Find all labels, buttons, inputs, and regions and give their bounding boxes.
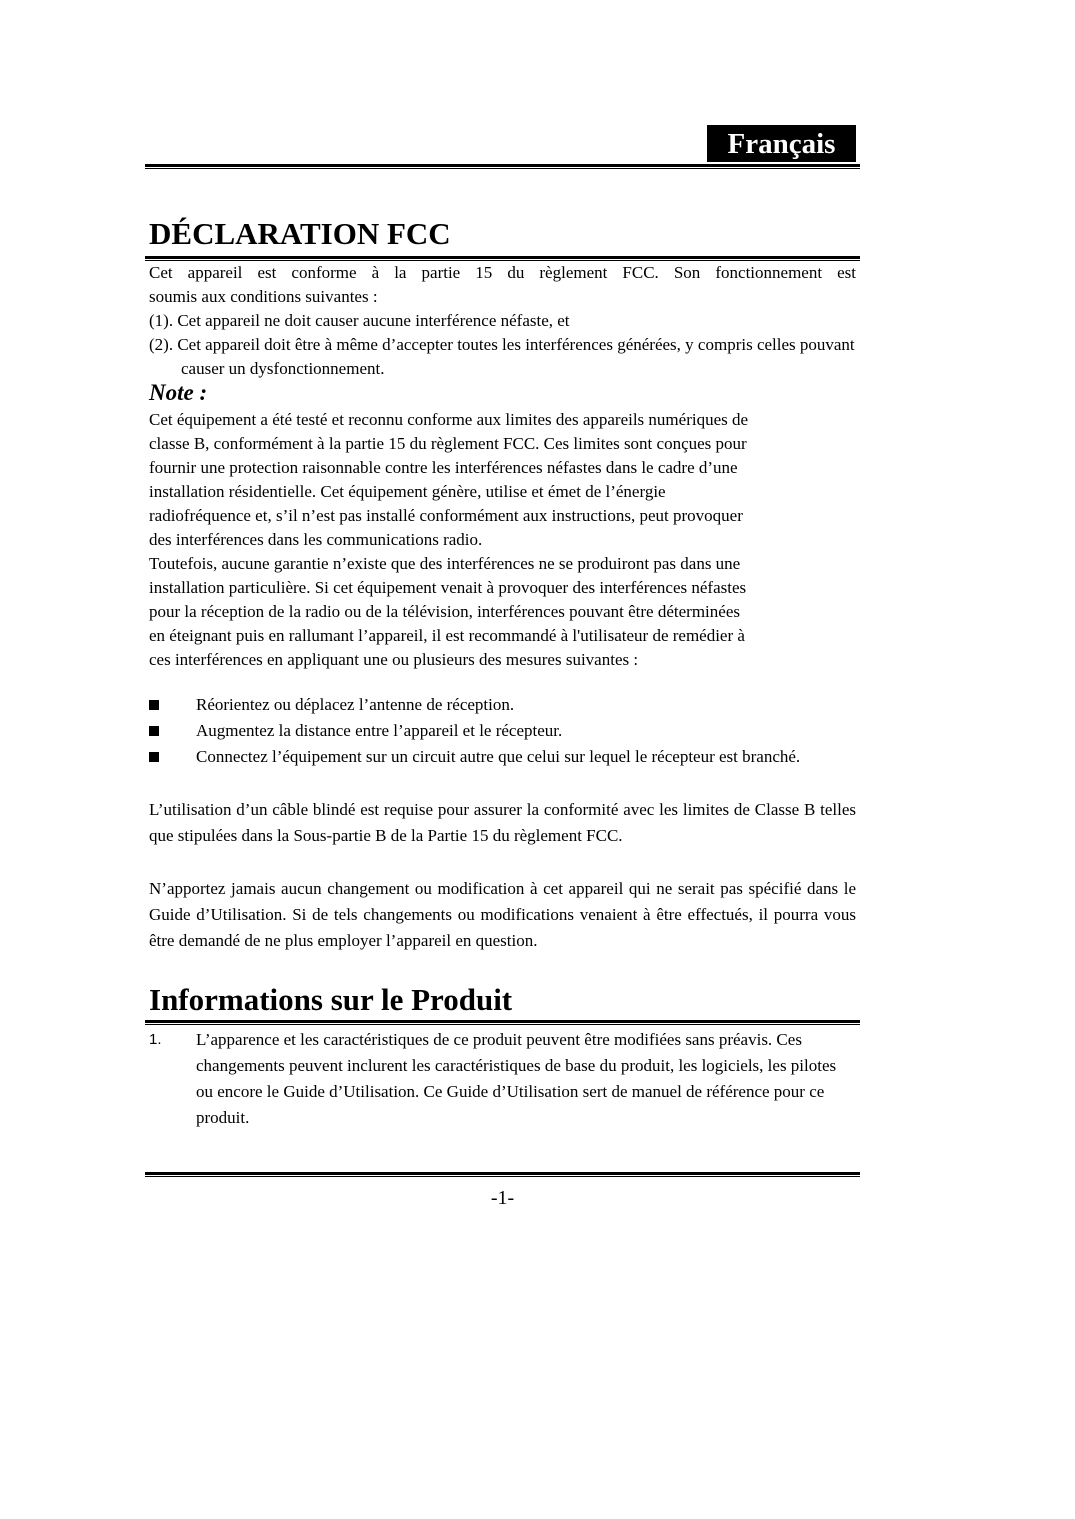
list-item-number: 1.: [149, 1031, 162, 1048]
list-item: [149, 744, 856, 770]
fcc-condition-2: (2). Cet appareil doit être à même d’accepter toutes les interférences générées, y compris celles pouvant causer un dysfonctionnement.: [149, 335, 855, 378]
note-line: des interférences dans les communications radio.: [149, 530, 483, 549]
fcc-title-rule-thick: [145, 256, 860, 259]
header-rule-thick: [145, 164, 860, 167]
product-info-list: [149, 1027, 856, 1131]
note-line: Toutefois, aucune garantie n’existe que des interférences ne se produiront pas dans une: [149, 554, 741, 573]
measure-text: Connectez l’équipement sur un circuit autre que celui sur lequel le récepteur est branché.: [196, 747, 801, 766]
note-line: installation résidentielle. Cet équipement génère, utilise et émet de l’énergie: [149, 482, 666, 501]
fcc-intro: [149, 261, 856, 381]
note-line: Cet équipement a été testé et reconnu conforme aux limites des appareils numériques de: [149, 410, 749, 429]
fcc-intro-line-2: soumis aux conditions suivantes :: [149, 287, 378, 306]
header-rule-thin: [145, 168, 860, 169]
language-badge: Français: [707, 125, 856, 162]
note-line: pour la réception de la radio ou de la télévision, interférences pouvant être déterminées: [149, 602, 740, 621]
footer-rule-thin: [145, 1176, 860, 1177]
square-bullet-icon: [149, 718, 196, 744]
shielded-cable-paragraph: L’utilisation d’un câble blindé est requise pour assurer la conformité avec les limites de Classe B telles que stipulées dans la Sous-partie B de la Partie 15 du règlement FCC.: [149, 800, 856, 845]
product-info-title: Informations sur le Produit: [149, 982, 513, 1017]
square-bullet-icon: [149, 744, 196, 770]
note-line: radiofréquence et, s’il n’est pas installé conformément aux instructions, peut provoquer: [149, 506, 743, 525]
note-line: en éteignant puis en rallumant l’appareil, il est recommandé à l'utilisateur de remédier à: [149, 626, 745, 645]
fcc-intro-line-1: Cet appareil est conforme à la partie 15 du règlement FCC. Son fonctionnement est: [149, 263, 856, 282]
note-label: Note :: [149, 380, 208, 405]
product-title-rule-thick: [145, 1020, 860, 1023]
measure-text: Augmentez la distance entre l’appareil et le récepteur.: [196, 721, 563, 740]
list-item: [149, 692, 856, 718]
modification-warning-paragraph: N’apportez jamais aucun changement ou modification à cet appareil qui ne serait pas spécifié dans le Guide d’Utilisation. Si de tels changements ou modifications venaient à être effectués, il pourra vous être demandé de ne plus employer l’appareil en question.: [149, 879, 856, 950]
measure-text: Réorientez ou déplacez l’antenne de réception.: [196, 695, 515, 714]
fcc-section-title: DÉCLARATION FCC: [149, 216, 451, 251]
note-line: classe B, conformément à la partie 15 du règlement FCC. Ces limites sont conçues pour: [149, 434, 747, 453]
note-line: fournir une protection raisonnable contre les interférences néfastes dans le cadre d’une: [149, 458, 738, 477]
footer-rule-thick: [145, 1172, 860, 1175]
note-body: [149, 408, 856, 672]
fcc-condition-1: (1). Cet appareil ne doit causer aucune interférence néfaste, et: [149, 311, 570, 330]
square-bullet-icon: [149, 692, 196, 718]
list-item: [149, 718, 856, 744]
note-line: installation particulière. Si cet équipement venait à provoquer des interférences néfastes: [149, 578, 747, 597]
measures-list: [149, 692, 856, 770]
list-item: [149, 1027, 856, 1131]
product-title-rule-thin: [145, 1024, 860, 1025]
list-item-text: L’apparence et les caractéristiques de ce produit peuvent être modifiées sans préavis. Ces changements peuvent inclurent les caractéristiques de base du produit, les logiciels, les pilotes ou encore le Guide d’Utilisation. Ce Guide d’Utilisation sert de manuel de référence pour ce produit.: [196, 1030, 837, 1127]
page-number: -1-: [490, 1187, 515, 1209]
note-line: ces interférences en appliquant une ou plusieurs des mesures suivantes :: [149, 650, 639, 669]
